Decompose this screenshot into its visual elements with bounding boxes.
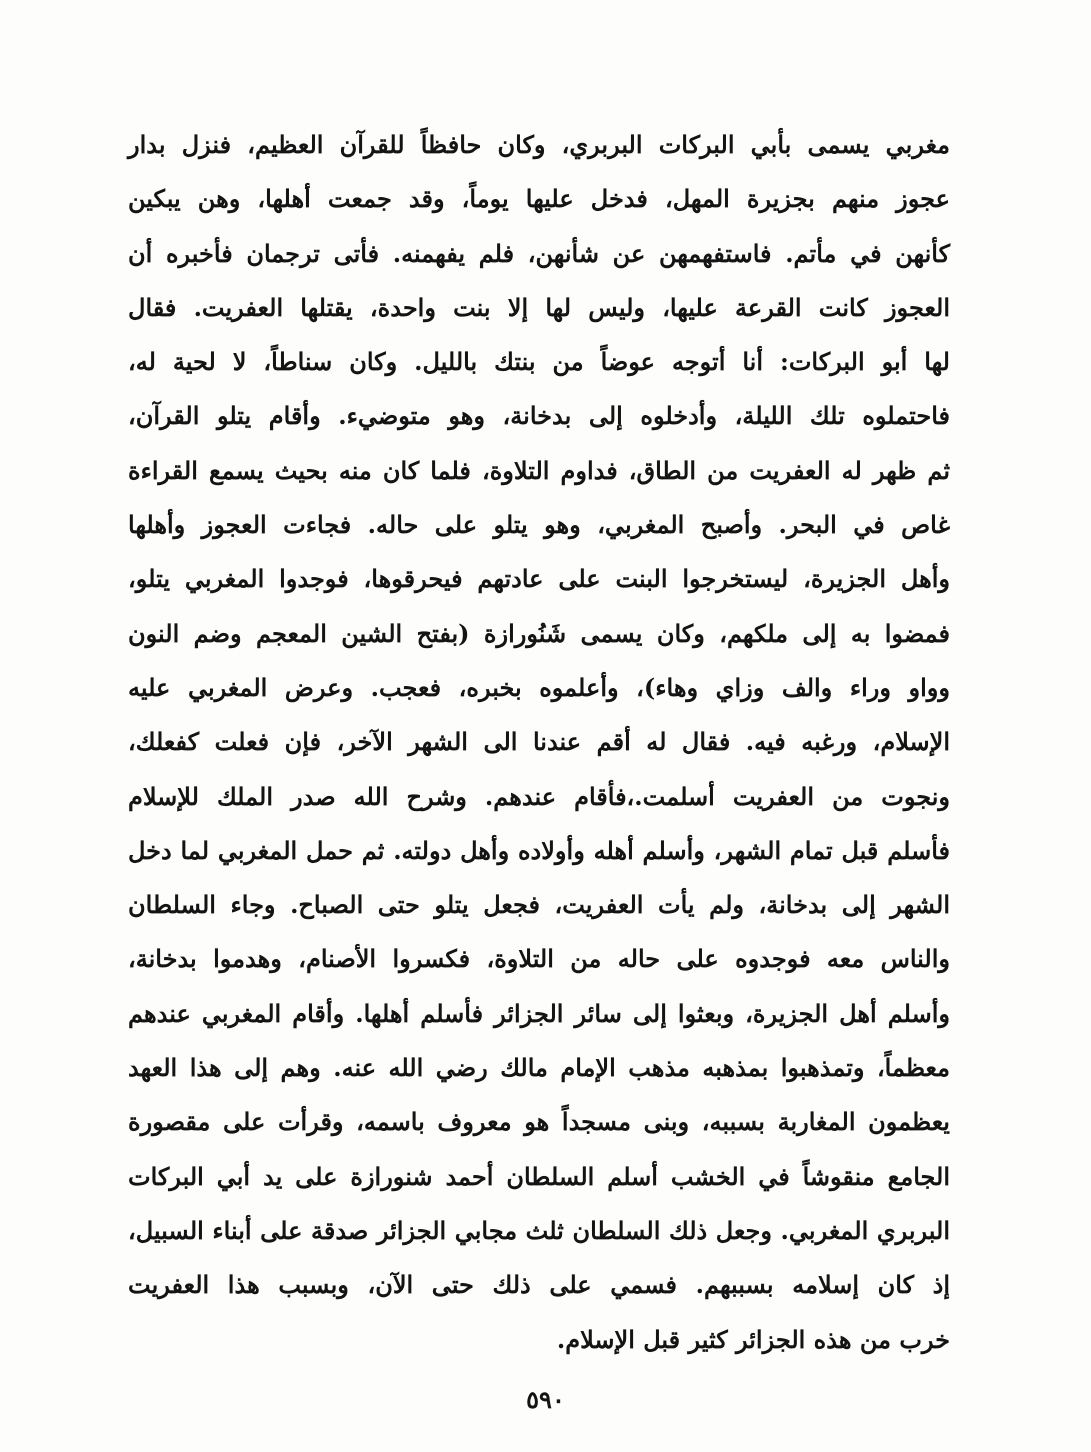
text-line-last: خرب من هذه الجزائر كثير قبل الإسلام. [556, 1324, 950, 1354]
text-line: وواو وراء والف وزاي وهاء)، وأعلموه بخبره، فعجب. وعرض المغربي عليه [128, 672, 950, 702]
page-number: ٥٩٠ [526, 1385, 565, 1414]
text-line: إذ كان إسلامه بسببهم. فسمي على ذلك حتى الآن، وبسبب هذا العفريت [128, 1270, 950, 1300]
text-line: يعظمون المغاربة بسببه، وبنى مسجداً هو معروف باسمه، وقرأت على مقصورة [128, 1107, 950, 1137]
text-line: كأنهن في مأتم. فاستفهمهن عن شأنهن، فلم يفهمنه. فأتى ترجمان فأخبره أن [128, 238, 950, 268]
text-line: وأسلم أهل الجزيرة، وبعثوا إلى سائر الجزائر فأسلم أهلها. وأقام المغربي عندهم [128, 998, 950, 1028]
text-line: مغربي يسمى بأبي البركات البربري، وكان حافظاً للقرآن العظيم، فنزل بدار [128, 130, 950, 159]
text-line: ونجوت من العفريت أسلمت.،فأقام عندهم. وشرح الله صدر الملك للإسلام [128, 781, 950, 811]
text-line: فأسلم قبل تمام الشهر، وأسلم أهله وأولاده وأهل دولته. ثم حمل المغربي لما دخل [128, 835, 951, 865]
text-line: العجوز كانت القرعة عليها، وليس لها إلا بنت واحدة، يقتلها العفريت. فقال [128, 292, 950, 322]
text-line: الجامع منقوشاً في الخشب أسلم السلطان أحمد شنورازة على يد أبي البركات [128, 1161, 950, 1191]
text-line: غاص في البحر. وأصبح المغربي، وهو يتلو على حاله. فجاءت العجوز وأهلها [128, 510, 950, 540]
text-line: لها أبو البركات: أنا أتوجه عوضاً من بنتك بالليل. وكان سناطاً، لا لحية له، [128, 347, 950, 377]
text-line: الشهر إلى بدخانة، ولم يأت العفريت، فجعل يتلو حتى الصباح. وجاء السلطان [128, 890, 950, 920]
text-line: معظماً، وتمذهبوا بمذهبه مذهب الإمام مالك رضي الله عنه. وهم إلى هذا العهد [128, 1053, 950, 1083]
text-line: فمضوا به إلى ملكهم، وكان يسمى شَنُورازة (بفتح الشين المعجم وضم النون [128, 618, 950, 648]
text-line: فاحتملوه تلك الليلة، وأدخلوه إلى بدخانة، وهو متوضيء. وأقام يتلو القرآن، [128, 401, 950, 431]
text-line: الإسلام، ورغبه فيه. فقال له أقم عندنا الى الشهر الآخر، فإن فعلت كفعلك، [128, 727, 950, 757]
text-line: عجوز منهم بجزيرة المهل، فدخل عليها يوماً، وقد جمعت أهلها، وهن يبكين [128, 184, 950, 214]
text-line: البربري المغربي. وجعل ذلك السلطان ثلث مجابي الجزائر صدقة على أبناء السبيل، [128, 1215, 950, 1245]
text-line: والناس معه فوجدوه على حاله من التلاوة، فكسروا الأصنام، وهدموا بدخانة، [128, 944, 950, 974]
text-line: وأهل الجزيرة، ليستخرجوا البنت على عادتهم فيحرقوها، فوجدوا المغربي يتلو، [128, 564, 950, 594]
body-text [128, 118, 950, 1367]
text-line: ثم ظهر له العفريت من الطاق، فداوم التلاوة، فلما كان منه بحيث يسمع القراءة [128, 455, 951, 485]
